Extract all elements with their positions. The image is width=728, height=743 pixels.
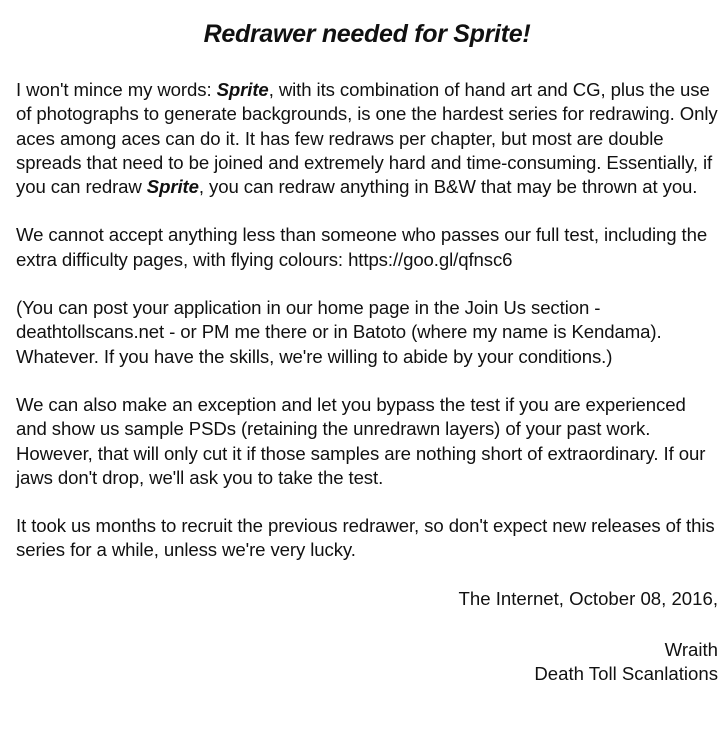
intro-text-middle: , with its combination of hand art and CG, plus the use of photographs to generate backgrounds, is one the hardest series for redrawing. Only aces among aces can do it. It has few redraws per chapter, but most are double spreads that need to be joined and extremely hard and time-consuming. Essentially, if you can redraw	[16, 79, 718, 198]
series-name-emphasis-2: Sprite	[146, 176, 199, 198]
paragraph-intro	[16, 78, 718, 199]
signature-group: Death Toll Scanlations	[534, 663, 718, 685]
paragraph-requirements: We cannot accept anything less than someone who passes our full test, including the extra difficulty pages, with flying colours: https://goo.gl/qfnsc6	[16, 224, 708, 270]
paragraph-exception: We can also make an exception and let you bypass the test if you are experienced and show us sample PSDs (retaining the unredrawn layers) of your past work. However, that will only cut it if those samples are nothing short of extraordinary. If our jaws don't drop, we'll ask you to take the test.	[16, 393, 706, 488]
signature-name: Wraith	[664, 639, 718, 661]
document-title: Redrawer needed for Sprite!	[203, 20, 531, 48]
intro-text-start: I won't mince my words:	[16, 79, 217, 100]
series-name-emphasis: Sprite	[216, 79, 269, 100]
dateline: The Internet, October 08, 2016,	[458, 587, 718, 609]
intro-text-end: , you can redraw anything in B&W that may be thrown at you.	[198, 176, 698, 198]
paragraph-application: (You can post your application in our home page in the Join Us section - deathtollscans.net - or PM me there or in Batoto (where my name is Kendama). Whatever. If you have the skills, we're willing to abide by your conditions.)	[16, 297, 662, 367]
paragraph-closing: It took us months to recruit the previous redrawer, so don't expect new releases of this series for a while, unless we're very lucky.	[16, 515, 715, 561]
